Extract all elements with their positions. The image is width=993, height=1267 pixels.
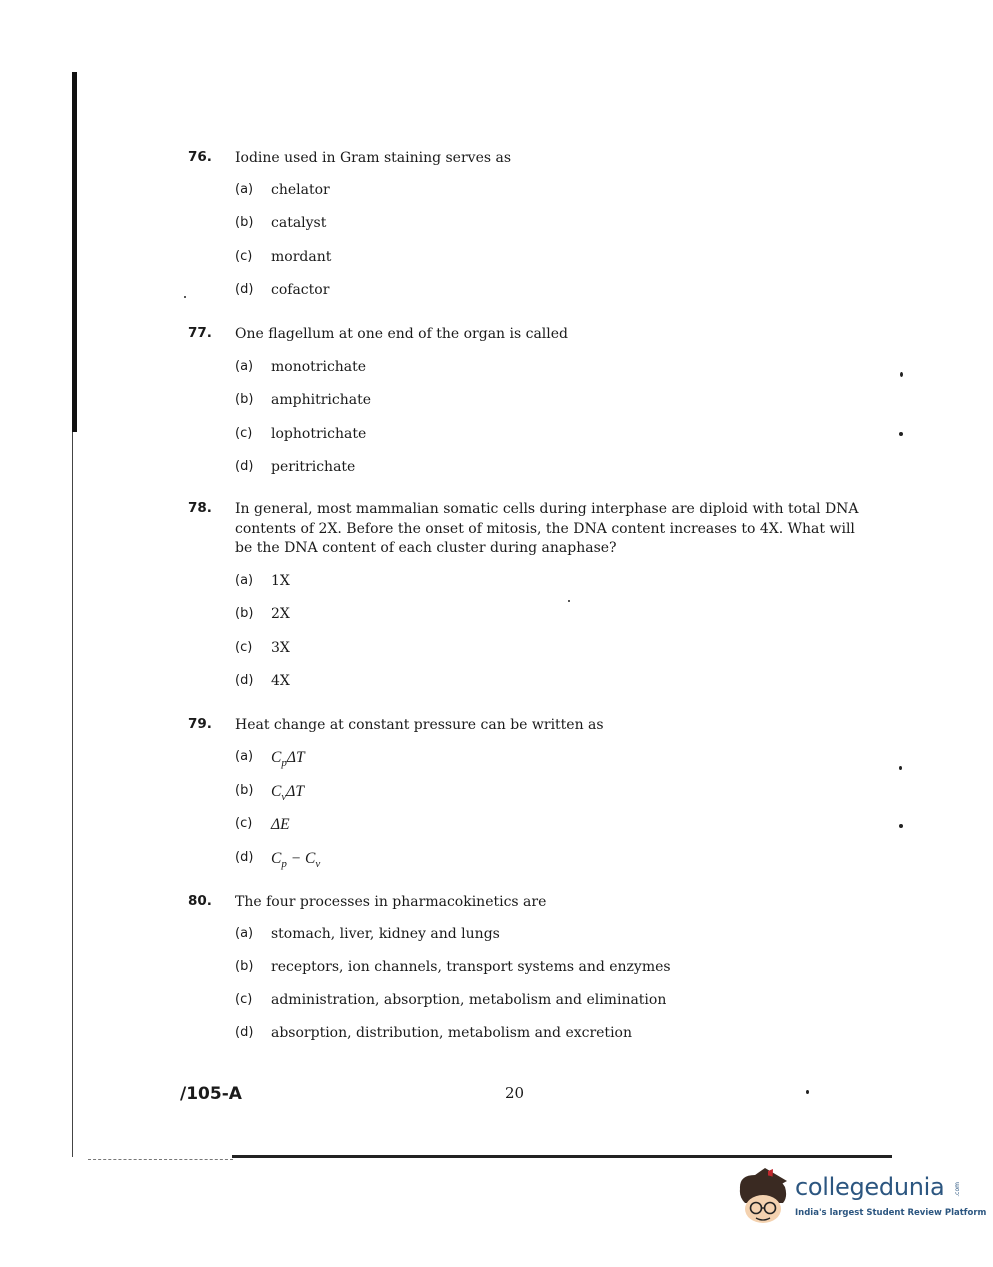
scan-speck [899, 824, 903, 828]
option-text: monotrichate [271, 359, 367, 375]
question-text: Heat change at constant pressure can be written as [235, 717, 604, 733]
option-label: (c) [235, 640, 253, 655]
option-text: stomach, liver, kidney and lungs [271, 926, 500, 942]
paper-code: /105-A [180, 1084, 242, 1104]
brand-name: collegedunia [795, 1173, 945, 1201]
option-label: (a) [235, 182, 254, 197]
option-text: lophotrichate [271, 426, 367, 442]
brand-suffix: .com [954, 1182, 961, 1197]
option-formula [271, 816, 290, 834]
option-text: receptors, ion channels, transport systems and enzymes [271, 959, 671, 975]
option-label: (c) [235, 992, 253, 1007]
option-label: (a) [235, 359, 254, 374]
option-label: (d) [235, 282, 254, 297]
formula-symbol: C [271, 850, 282, 867]
option-label: (d) [235, 1025, 254, 1040]
option-text: chelator [271, 182, 330, 198]
option-label: (d) [235, 459, 254, 474]
question-number: 80. [188, 893, 212, 909]
scan-speck [806, 1090, 809, 1094]
formula-subscript: p [281, 757, 287, 770]
page-number: 20 [505, 1084, 525, 1102]
formula-symbol: ΔE [271, 816, 290, 833]
option-label: (d) [235, 673, 254, 688]
formula-rest: ΔT [286, 749, 305, 766]
scan-speck [899, 766, 902, 770]
option-text: 2X [271, 606, 290, 622]
scan-speck [568, 600, 570, 602]
option-formula [271, 850, 320, 870]
option-label: (c) [235, 249, 253, 264]
student-mascot-icon [735, 1163, 797, 1229]
left-margin-rule-thin [72, 432, 73, 1157]
option-label: (b) [235, 392, 254, 407]
option-label: (d) [235, 850, 254, 865]
question-number: 79. [188, 716, 212, 732]
option-label: (a) [235, 749, 254, 764]
option-text: cofactor [271, 282, 330, 298]
bottom-page-rule [232, 1155, 892, 1158]
option-formula [271, 749, 305, 769]
option-text: administration, absorption, metabolism and elimination [271, 992, 667, 1008]
question-text: The four processes in pharmacokinetics are [235, 894, 547, 910]
option-text: mordant [271, 249, 332, 265]
formula-rest: − C [286, 850, 316, 867]
question-text: Iodine used in Gram staining serves as [235, 150, 512, 166]
option-label: (c) [235, 816, 253, 831]
option-text: 1X [271, 573, 290, 589]
question-number: 78. [188, 500, 212, 516]
option-label: (b) [235, 783, 254, 798]
option-label: (c) [235, 426, 253, 441]
scan-speck [184, 296, 186, 298]
option-label: (b) [235, 215, 254, 230]
option-text: 3X [271, 640, 290, 656]
scan-speck [900, 372, 903, 377]
formula-symbol: C [271, 783, 282, 800]
formula-subscript: v [281, 791, 287, 804]
brand-tagline: India's largest Student Review Platform [795, 1208, 987, 1218]
option-label: (b) [235, 959, 254, 974]
option-text: peritrichate [271, 459, 356, 475]
formula-symbol: C [271, 749, 282, 766]
question-text: One flagellum at one end of the organ is called [235, 326, 569, 342]
collegedunia-logo [735, 1163, 987, 1229]
option-label: (b) [235, 606, 254, 621]
option-label: (a) [235, 573, 254, 588]
formula-subscript: p [281, 858, 287, 871]
option-text: absorption, distribution, metabolism and excretion [271, 1025, 632, 1041]
left-margin-rule [72, 72, 77, 432]
option-formula [271, 783, 304, 803]
formula-subscript: v [315, 858, 321, 871]
option-text: catalyst [271, 215, 327, 231]
question-number: 77. [188, 325, 212, 341]
scan-speck [899, 432, 903, 436]
question-number: 76. [188, 149, 212, 165]
option-text: amphitrichate [271, 392, 371, 408]
question-text: In general, most mammalian somatic cells during interphase are diploid with total DNA contents of 2X. Before the onset of mitosis, the DNA content increases to 4X. What will be the DNA content of each cluster during anaphase? [235, 501, 859, 556]
option-text: 4X [271, 673, 290, 689]
bottom-dashed-rule [88, 1159, 233, 1160]
formula-rest: ΔT [286, 783, 304, 800]
option-label: (a) [235, 926, 254, 941]
